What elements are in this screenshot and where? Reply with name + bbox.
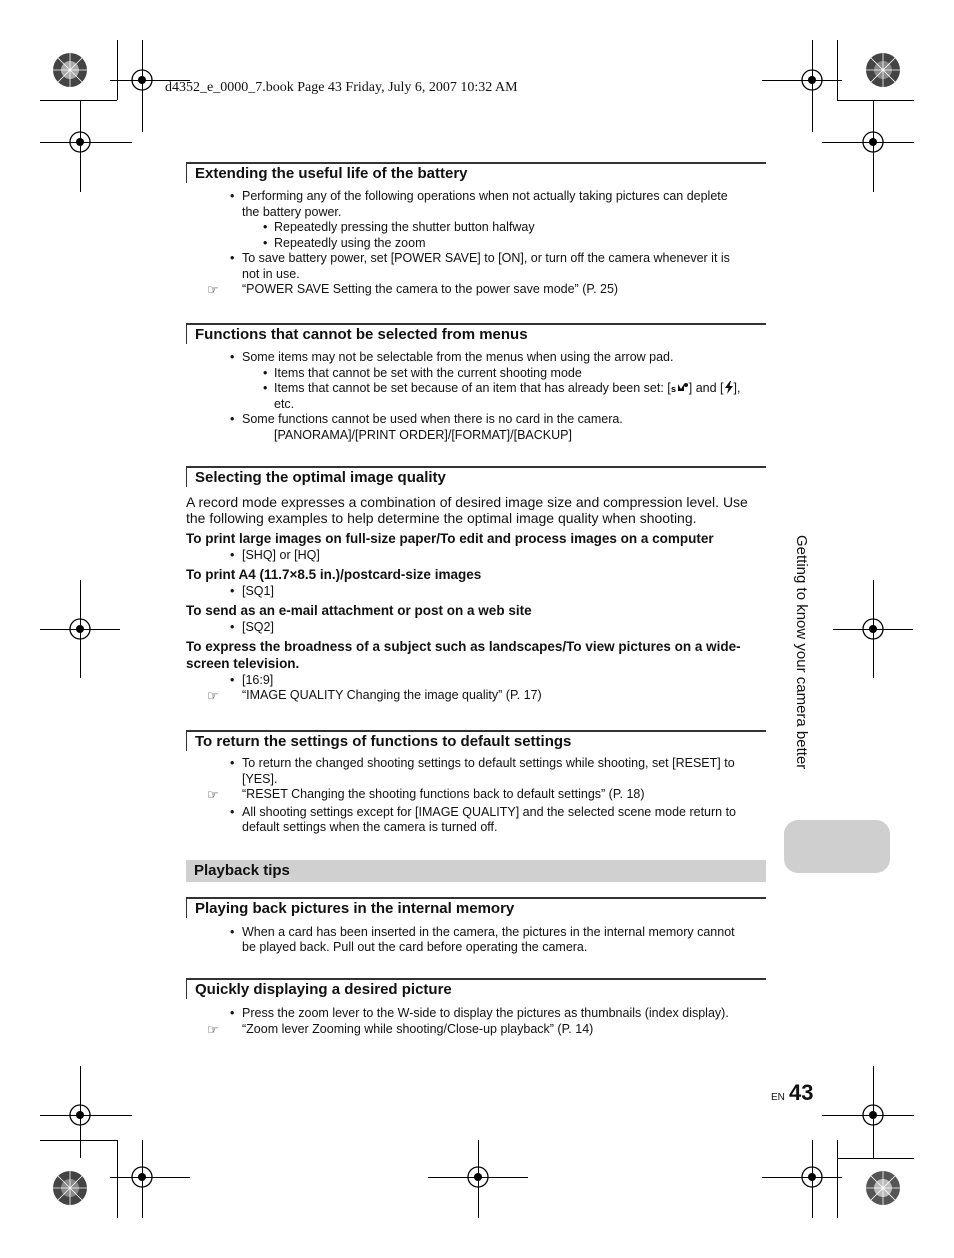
- bullet: •: [230, 925, 235, 939]
- battery-bullet-1-line-2: the battery power.: [242, 205, 342, 219]
- bullet: •: [230, 584, 235, 598]
- battery-reference: “POWER SAVE Setting the camera to the power save mode” (P. 25): [242, 282, 619, 296]
- scene-mode-icon: [671, 381, 689, 394]
- chapter-side-label: Getting to know your camera better: [793, 535, 810, 770]
- bullet: •: [230, 620, 235, 634]
- quick-reference: “Zoom lever Zooming while shooting/Close-up playback” (P. 14): [242, 1022, 594, 1036]
- quality-reference: “IMAGE QUALITY Changing the image quality” (P. 17): [242, 688, 542, 702]
- quality-case-1-value: [SHQ] or [HQ]: [242, 548, 320, 562]
- battery-sub-bullet-2: Repeatedly using the zoom: [274, 236, 426, 250]
- section-title: Selecting the optimal image quality: [195, 469, 446, 486]
- flash-icon: [724, 381, 734, 394]
- bullet: •: [230, 805, 235, 819]
- bullet: •: [263, 236, 268, 250]
- internal-bullet-1-line-2: be played back. Pull out the card before operating the camera.: [242, 940, 588, 954]
- quality-case-3-value: [SQ2]: [242, 620, 274, 634]
- reset-bullet-1-line-1: To return the changed shooting settings to default settings while shooting, set [RESET] to: [242, 756, 735, 770]
- quality-case-3-heading: To send as an e-mail attachment or post on a web site: [186, 603, 532, 618]
- chapter-title: Playback tips: [194, 862, 290, 879]
- reference-icon: ☞: [207, 688, 219, 703]
- bullet: •: [230, 350, 235, 364]
- quick-bullet-1: Press the zoom lever to the W-side to display the pictures as thumbnails (index display).: [242, 1006, 729, 1020]
- print-file-header: d4352_e_0000_7.book Page 43 Friday, July 6, 2007 10:32 AM: [165, 80, 518, 95]
- bullet: •: [230, 251, 235, 265]
- quality-case-2-heading: To print A4 (11.7×8.5 in.)/postcard-size images: [186, 567, 482, 582]
- bullet: •: [263, 366, 268, 380]
- bullet: •: [230, 412, 235, 426]
- section-heading-quick: [186, 978, 766, 999]
- quality-case-4-value: [16:9]: [242, 673, 274, 687]
- menus-sub-bullet-2-part-2: ] and [: [688, 381, 724, 395]
- battery-bullet-1-line-1: Performing any of the following operations when not actually taking pictures can deplete: [242, 189, 728, 203]
- internal-bullet-1-line-1: When a card has been inserted in the camera, the pictures in the internal memory cannot: [242, 925, 735, 939]
- section-title: To return the settings of functions to default settings: [195, 733, 572, 750]
- language-code: EN: [771, 1092, 785, 1103]
- section-heading-battery: [186, 162, 766, 183]
- reset-bullet-2-line-2: default settings when the camera is turned off.: [242, 820, 498, 834]
- svg-text:s: s: [670, 384, 676, 394]
- page-number: 43: [789, 1080, 814, 1105]
- section-heading-menus: [186, 323, 766, 344]
- section-title: Functions that cannot be selected from menus: [195, 326, 528, 343]
- chapter-heading-playback: [186, 860, 766, 882]
- reference-icon: ☞: [207, 1022, 219, 1037]
- bullet: •: [230, 673, 235, 687]
- quality-case-4-heading: To express the broadness of a subject such as landscapes/To view pictures on a wide-screen television.: [186, 639, 741, 671]
- quality-intro: A record mode expresses a combination of desired image size and compression level. Use the following examples to help determine the optimal image quality when shooting.: [186, 494, 748, 526]
- menus-sub-bullet-2-line-2: etc.: [274, 397, 295, 411]
- section-heading-quality: [186, 466, 766, 487]
- reference-icon: ☞: [207, 282, 219, 297]
- bullet: •: [230, 1006, 235, 1020]
- quality-case-2-value: [SQ1]: [242, 584, 274, 598]
- reset-bullet-2-line-1: All shooting settings except for [IMAGE QUALITY] and the selected scene mode return to: [242, 805, 737, 819]
- bullet: •: [230, 548, 235, 562]
- section-title: Playing back pictures in the internal memory: [195, 900, 515, 917]
- menus-sub-bullet-2-part-1: Items that cannot be set because of an item that has already been set: [: [274, 381, 671, 395]
- bullet: •: [230, 189, 235, 203]
- menus-bullet-2: Some functions cannot be used when there is no card in the camera.: [242, 412, 623, 426]
- battery-bullet-2-line-2: not in use.: [242, 267, 300, 281]
- reference-icon: ☞: [207, 787, 219, 802]
- reset-reference: “RESET Changing the shooting functions back to default settings” (P. 18): [242, 787, 645, 801]
- bullet: •: [230, 756, 235, 770]
- bullet: •: [263, 220, 268, 234]
- menus-sub-bullet-2-part-3: ],: [733, 381, 741, 395]
- bullet: •: [263, 381, 268, 395]
- quality-case-1-heading: To print large images on full-size paper/To edit and process images on a computer: [186, 531, 714, 546]
- section-heading-reset: [186, 730, 766, 751]
- section-title: Extending the useful life of the battery: [195, 165, 468, 182]
- section-heading-internal: [186, 897, 766, 918]
- menus-bullet-1: Some items may not be selectable from the menus when using the arrow pad.: [242, 350, 674, 364]
- menus-function-list: [PANORAMA]/[PRINT ORDER]/[FORMAT]/[BACKUP]: [274, 428, 572, 442]
- section-title: Quickly displaying a desired picture: [195, 981, 452, 998]
- menus-sub-bullet-2: [274, 381, 740, 397]
- reset-bullet-1-line-2: [YES].: [242, 772, 278, 786]
- battery-sub-bullet-1: Repeatedly pressing the shutter button halfway: [274, 220, 535, 234]
- battery-bullet-2-line-1: To save battery power, set [POWER SAVE] to [ON], or turn off the camera whenever it is: [242, 251, 730, 265]
- menus-sub-bullet-1: Items that cannot be set with the current shooting mode: [274, 366, 582, 380]
- chapter-tab: [784, 820, 890, 873]
